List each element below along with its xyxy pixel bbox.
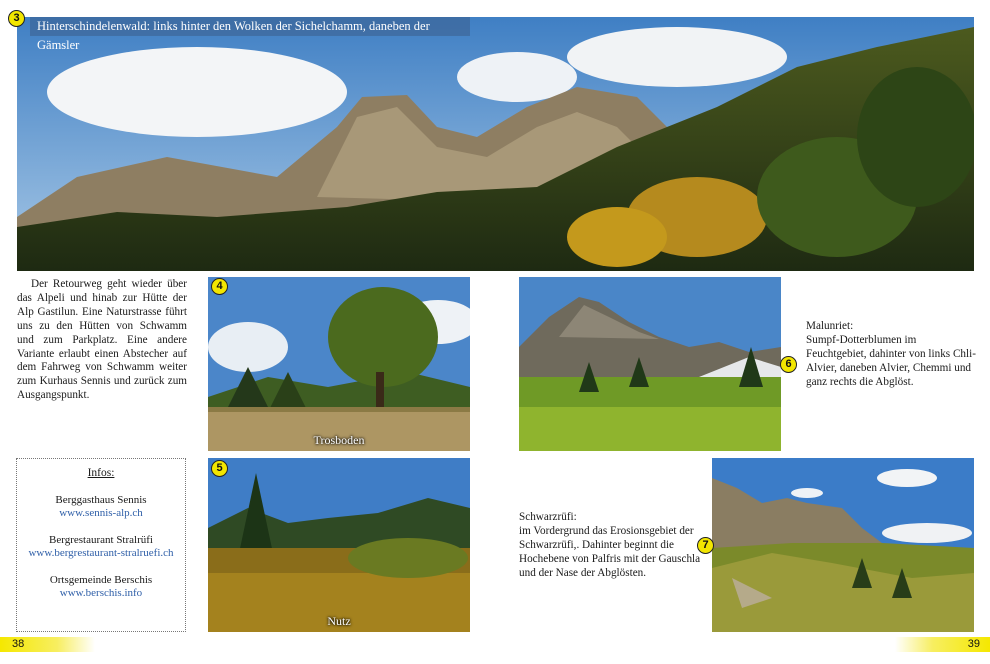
trosboden-photo [208, 277, 470, 451]
info-entry-name: Berggasthaus Sennis [55, 493, 147, 506]
schwarzruefi-title: Schwarzrüfi: [519, 511, 577, 523]
panorama-caption: Hinterschindelenwald: links hinter den Wolken der Sichelchamm, daneben der Gämsler [30, 17, 470, 36]
info-entry-name: Bergrestaurant Stralrüfi [49, 533, 153, 546]
photo-number-badge: 7 [697, 537, 714, 554]
info-entry-link[interactable]: www.bergrestaurant-stralruefi.ch [28, 547, 174, 559]
page-number-right: 39 [895, 637, 990, 652]
panorama-photo [17, 17, 974, 271]
info-box [16, 458, 186, 632]
schwarzruefi-caption [519, 511, 704, 581]
trosboden-label: Trosboden [313, 433, 365, 447]
malunriet-title: Malunriet: [806, 320, 854, 332]
schwarzruefi-photo [712, 458, 974, 632]
malunriet-text: Sumpf-Dotterblumen im Feuchtgebiet, dahinter von links Chli-Alvier, daneben Alvier, Chemmi und ganz rechts die Abglöst. [806, 333, 976, 388]
schwarzruefi-text: im Vordergrund das Erosionsgebiet der Schwarzrüfi,. Dahinter beginnt die Hochebene von Palfris mit der Gauschla und der Nase der Abglösten. [519, 524, 701, 579]
intro-paragraph: Der Retourweg geht wieder über das Alpeli und hinab zur Hütte der Alp Gastilun. Eine Naturstrasse führt uns zu den Hütten von Schwamm und zum Parkplatz. Eine andere Variante erlaubt einen Abstecher auf dem Fahrweg von Schwamm weiter zum Kurhaus Sennis und zurück zum Ausgangspunkt. [17, 278, 187, 402]
photo-number-badge: 6 [780, 356, 797, 373]
info-title: Infos: [87, 467, 115, 479]
nutz-label: Nutz [327, 614, 351, 628]
photo-number-badge: 5 [211, 460, 228, 477]
info-entry [17, 534, 185, 561]
photo-number-badge: 3 [8, 10, 25, 27]
nutz-photo [208, 458, 470, 632]
photo-number-badge: 4 [211, 278, 228, 295]
info-entry-name: Ortsgemeinde Berschis [49, 573, 153, 586]
info-entry [17, 494, 185, 521]
malunriet-photo [519, 277, 781, 451]
page-number-left: 38 [0, 637, 95, 652]
malunriet-caption [806, 320, 976, 390]
info-entry [17, 574, 185, 601]
info-entry-link[interactable]: www.berschis.info [59, 587, 143, 599]
info-entry-link[interactable]: www.sennis-alp.ch [59, 507, 143, 519]
